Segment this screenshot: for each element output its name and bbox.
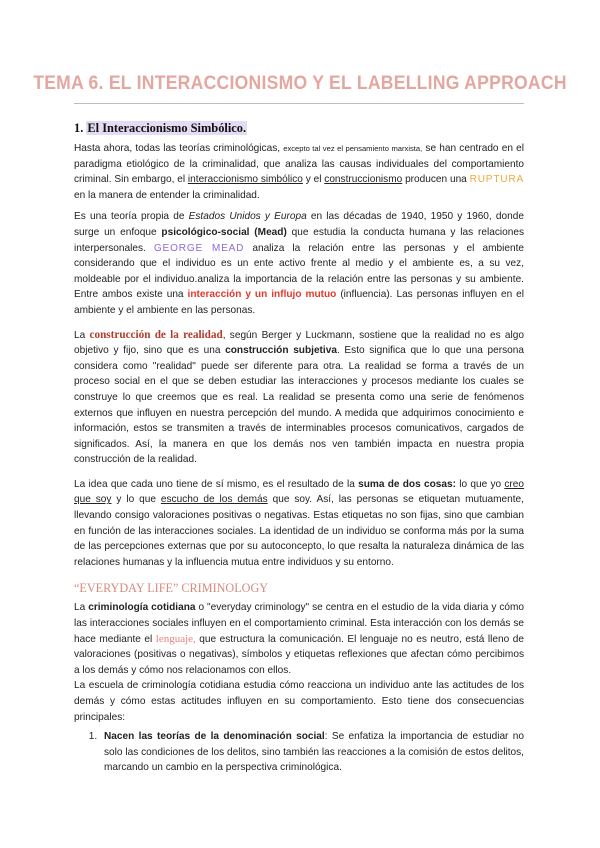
- paragraph-mead: [74, 209, 524, 318]
- p2-text-b: en las décadas de 1940, 1950 y 1960, donde surge un enfoque: [74, 211, 524, 238]
- p2-text-d: analiza la relación entre las personas y el ambiente considerando que el individuo es un ente activo frente al medio y el ambiente es, a su vez, moldeable por el individuo.analiza la importancia de la relación entre las personas y su ambiente. Entre ambos existe una: [74, 242, 524, 301]
- p2-text-c: que estudia la conducta humana y las relaciones interpersonales.: [74, 226, 525, 254]
- p1-underline-interaccionismo: interaccionismo simbólico: [187, 174, 303, 186]
- p5-text-c: que estructura la comunicación. El lenguaje no es neutro, está lleno de valoraciones (positivas o negativas), símbolos y etiquetas reflexiones que afectan cómo percibimos a los demás y cómo nos relacionamos con ellos.: [74, 633, 524, 676]
- p4-bold-suma: suma de dos cosas:: [358, 478, 456, 490]
- p2-red-interaccion: interacción y un influjo mutuo: [187, 289, 337, 301]
- paragraph-intro: [74, 141, 524, 203]
- p3-term-construccion: construcción de la realidad: [89, 328, 223, 341]
- p1-text-a: Hasta ahora, todas las teorías criminológicas,: [74, 143, 281, 154]
- p1-text-b: se han centrado en el paradigma etiológico de la criminalidad, que analiza las causas individuales del comportamiento criminal. Sin embargo, el: [74, 143, 524, 186]
- document-body: [74, 119, 524, 776]
- paragraph-escuela: La escuela de criminología cotidiana estudia cómo reacciona un individuo ante las actitudes de los demás y cómo estas actitudes influyen en su comportamiento. Esto tiene dos consecuencias principales:: [74, 680, 524, 723]
- p3-text-a: La: [74, 329, 86, 341]
- p5-text-a: La: [74, 602, 86, 614]
- p4-text-d: que soy. Así, las personas se etiquetan mutuamente, llevando consigo valoraciones positivas o negativas. Estas etiquetas no son fijas, sino que cambian en función de las interacciones sociales. La identidad de un individuo se conforma más por la suma de las percepciones externas que por su autoconcepto, lo que resalta la naturaleza dinámica de las relaciones humanas y la influencia mutua entre individuos y su entorno.: [74, 494, 524, 568]
- paragraph-identidad: [74, 477, 524, 571]
- p3-text-c: . Esto significa que lo que una persona considera como "realidad" puede ser diferente para otra. La realidad se forma a través de un proceso social en el que se deben estudiar las interacciones y procesos mediante los cuales se construye lo que creemos que es real. La realidad se presenta como una serie de fenómenos externos que influyen en nuestra percepción del mundo. A medida que adquirimos conocimiento e información, estos se transmiten a través de interminables procesos comunicativos, cargados de significados. Así, la manera en que los demás nos ven también impacta en nuestra propia construcción de la realidad.: [74, 345, 524, 466]
- p4-underline-escucho: escucho de los demás: [160, 494, 268, 506]
- section-2-heading: “EVERYDAY LIFE” CRIMINOLOGY: [74, 581, 269, 596]
- list-item-1-text: : Se enfatiza la importancia de estudiar no solo las condiciones de los delitos, sino también las reacciones a la comisión de estos delitos, marcando un cambio en la perspectiva criminológica.: [104, 731, 524, 774]
- section-1-number: 1.: [74, 121, 84, 135]
- list-item: [100, 729, 524, 776]
- title-divider: [74, 103, 524, 104]
- p2-bold-psicologico: psicológico-social (Mead): [161, 226, 287, 238]
- p5-lenguaje-highlight: lenguaje,: [155, 632, 196, 645]
- section-1-title: El Interaccionismo Simbólico.: [87, 121, 247, 135]
- list-item-1-bold: Nacen las teorías de la denominación social: [104, 731, 325, 743]
- p4-text-b: lo que yo: [459, 478, 502, 490]
- p2-italic-places: Estados Unidos y Europa: [188, 211, 307, 223]
- p3-text-b: , según Berger y Luckmann, sostiene que la realidad no es algo objetivo y fijo, sino que es una: [74, 329, 524, 357]
- paragraph-cotidiana: [74, 600, 524, 678]
- p1-small-note: excepto tal vez el pensamiento marxista,: [283, 144, 423, 153]
- p1-text-e: en la manera de entender la criminalidad.: [74, 189, 260, 201]
- p2-text-e: (influencia). Las personas influyen en el ambiente y el ambiente en las personas.: [74, 289, 525, 316]
- p4-underline-creo: creo que soy: [74, 478, 525, 506]
- section-1-heading: [74, 119, 524, 137]
- paragraph-construccion: [74, 328, 524, 468]
- p1-text-c: y el: [305, 174, 322, 186]
- consequences-list: [74, 729, 524, 776]
- p5-bold-cotidiana: criminología cotidiana: [88, 602, 196, 614]
- p5-text-b: o "everyday criminology" se centra en el estudio de la vida diaria y cómo las interacciones sociales influyen en el comportamiento criminal. Esta interacción con los demás se hace mediante el: [74, 602, 525, 645]
- p1-ruptura-highlight: RUPTURA: [469, 174, 525, 186]
- p3-bold-subjetiva: construcción subjetiva: [225, 345, 337, 357]
- p2-text-a: Es una teoría propia de: [74, 211, 185, 223]
- p2-george-mead: GEORGE MEAD: [153, 242, 245, 254]
- document-title: TEMA 6. EL INTERACCIONISMO Y EL LABELLING APPROACH: [33, 72, 567, 94]
- p1-underline-construccionismo: construccionismo: [324, 174, 403, 186]
- p1-text-d: producen una: [405, 174, 467, 186]
- p4-text-c: y lo que: [116, 494, 156, 506]
- p4-text-a: La idea que cada uno tiene de sí mismo, es el resultado de la: [74, 478, 355, 490]
